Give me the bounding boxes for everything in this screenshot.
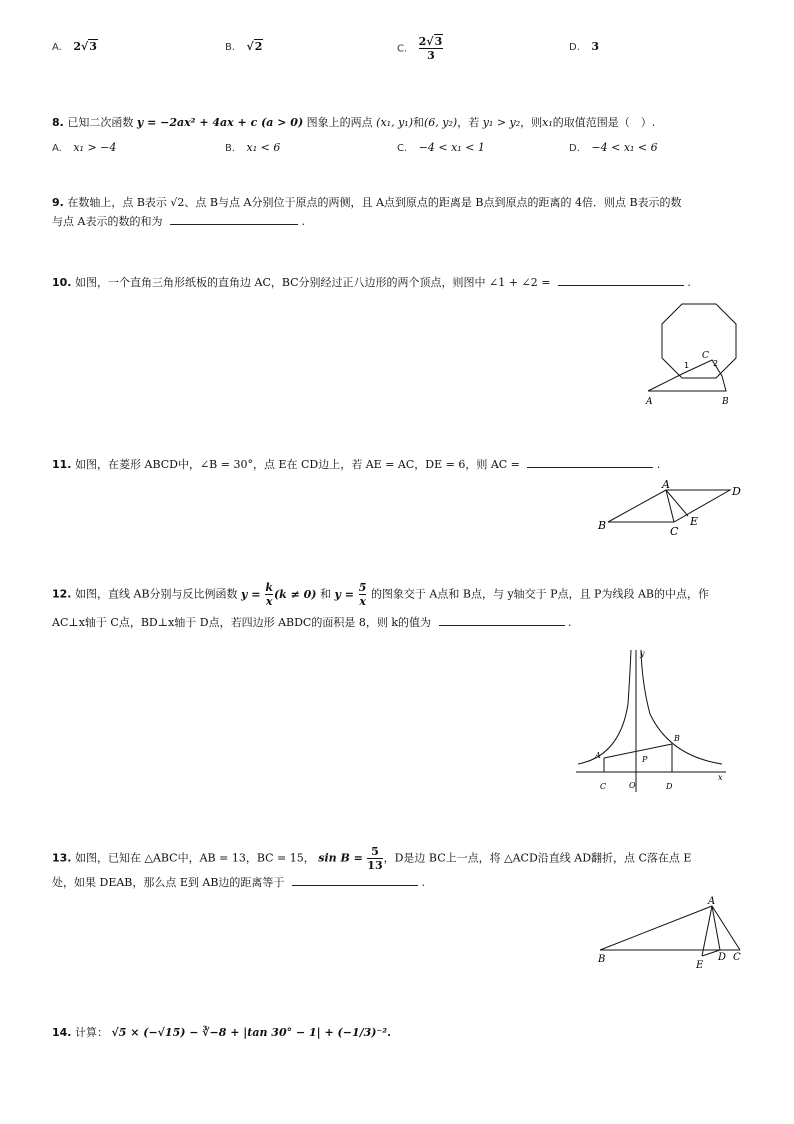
q9-line-2 xyxy=(52,213,305,229)
question-number: 10. xyxy=(52,276,72,289)
rhombus-abcd xyxy=(608,490,730,522)
label-d: D xyxy=(718,952,727,963)
stem-text: 的取值范围是（ ）. xyxy=(552,116,656,129)
option-value: −4 < x₁ < 6 xyxy=(591,141,658,154)
stem-text: 如图，在菱形 ABCD中，∠B = 30°，点 E在 CD边上，若 AE = AC，DE = 6，则 AC = xyxy=(75,458,520,471)
stem-text: 处，如果 DEAB，那么点 E到 AB边的距离等于 xyxy=(52,876,285,889)
question-number: 11. xyxy=(52,458,72,471)
label-c: C xyxy=(600,782,607,791)
line-ab xyxy=(604,744,672,758)
label-d: D xyxy=(732,485,741,498)
function-2: y = $\frac{5}{x}$ xyxy=(334,581,367,608)
label-o: O xyxy=(629,781,636,790)
stem-text: ，则 xyxy=(520,116,543,129)
period: . xyxy=(421,876,425,889)
period: . xyxy=(568,616,572,629)
q7-option-b[interactable] xyxy=(225,40,263,53)
question-number: 12. xyxy=(52,587,72,601)
q7-option-d[interactable] xyxy=(569,40,599,53)
stem-text: ，D是边 BC上一点，将 △ACD沿直线 AD翻折，点 C落在点 E xyxy=(383,851,692,865)
label-b: B xyxy=(598,954,606,965)
answer-blank[interactable] xyxy=(292,875,418,886)
option-fraction: $\frac{2√3}{3}$ xyxy=(418,35,443,62)
option-letter: C. xyxy=(397,143,408,154)
stem-text: 和 xyxy=(413,116,424,129)
option-value: x₁ < 6 xyxy=(246,141,281,154)
q8-option-a[interactable] xyxy=(52,141,116,154)
option-letter: D. xyxy=(569,143,580,154)
hyperbola-figure xyxy=(570,644,736,798)
q8-stem xyxy=(52,114,655,130)
stem-text: 如图，已知在 △ABC中，AB = 13，BC = 15， xyxy=(75,851,315,865)
q14-stem xyxy=(52,1024,391,1040)
stem-text: 与点 A表示的数的和为 xyxy=(52,215,163,228)
hyperbola-left-branch xyxy=(578,650,631,764)
segment-ab xyxy=(600,906,712,950)
label-d: D xyxy=(666,782,673,791)
option-letter: B. xyxy=(225,143,236,154)
angle-1-label: 1 xyxy=(684,361,690,370)
stem-text: 已知二次函数 xyxy=(67,116,134,129)
stem-text: 图象上的两点 xyxy=(306,116,373,129)
q7-option-a[interactable] xyxy=(52,40,98,53)
point-2: (6, y₂) xyxy=(424,116,458,129)
label-a: A xyxy=(708,896,716,907)
label-c: C xyxy=(733,952,741,963)
option-letter: A. xyxy=(52,143,62,154)
option-value: 3 xyxy=(591,40,600,53)
stem-text: 的图象交于 A点和 B点，与 y轴交于 P点，且 P为线段 AB的中点，作 xyxy=(370,587,709,601)
option-letter: C. xyxy=(397,43,408,55)
y-axis-label: y xyxy=(640,649,645,658)
answer-blank[interactable] xyxy=(558,275,684,286)
period: . xyxy=(301,215,305,228)
label-e: E xyxy=(690,515,699,528)
stem-text: 如图，直线 AB分别与反比例函数 xyxy=(75,587,238,601)
stem-text: 计算： xyxy=(75,1026,108,1039)
octagon-figure xyxy=(640,296,750,408)
question-number: 13. xyxy=(52,851,72,865)
condition: y₁ > y₂ xyxy=(482,116,521,129)
period: . xyxy=(687,276,691,289)
stem-text: 和 xyxy=(320,587,331,601)
stem-text: AC⊥x轴于 C点，BD⊥x轴于 D点，若四边形 ABDC的面积是 8，则 k的值为 xyxy=(52,616,432,629)
label-c: C xyxy=(702,351,709,361)
q7-option-c[interactable] xyxy=(397,36,444,61)
stem-text: 在数轴上，点 B表示 √2、点 B与点 A分别位于原点的两侧，且 A点到原点的距离是 B点到原点的距离的 4倍．则点 B表示的数 xyxy=(67,196,682,209)
option-value: −4 < x₁ < 1 xyxy=(418,141,485,154)
x-axis-label: x xyxy=(718,773,723,782)
label-a: A xyxy=(662,478,670,491)
option-value: √2 xyxy=(246,40,263,53)
stem-text: ，若 xyxy=(457,116,480,129)
answer-blank[interactable] xyxy=(439,615,565,626)
segment-ae xyxy=(702,906,712,956)
point-1: (x₁, y₁) xyxy=(376,116,413,129)
label-b: B xyxy=(598,519,607,532)
sine-fraction: $\frac{5}{13}$ xyxy=(367,845,383,872)
stem-text: 如图，一个直角三角形纸板的直角边 AC，BC分别经过正八边形的两个顶点，则图中 ∠1 + ∠2 = xyxy=(75,276,551,289)
function-1: y = $\frac{k}{x}$ (k ≠ 0) xyxy=(241,581,317,608)
answer-blank[interactable] xyxy=(170,214,298,225)
label-e: E xyxy=(696,960,704,971)
triangle-figure xyxy=(594,892,754,972)
q12-line-1 xyxy=(52,582,709,607)
label-a: A xyxy=(646,397,653,407)
q11-stem xyxy=(52,456,660,472)
option-value: 2√3 xyxy=(73,40,97,53)
q8-option-b[interactable] xyxy=(225,141,280,154)
option-letter: D. xyxy=(569,42,580,53)
sine-label: sin B = xyxy=(318,851,363,865)
q9-line-1 xyxy=(52,194,682,210)
period: . xyxy=(656,458,661,471)
label-c: C xyxy=(670,525,679,538)
label-p: P xyxy=(642,755,648,764)
label-a: A xyxy=(595,751,601,760)
function-formula: y = −2ax² + 4ax + c (a > 0) xyxy=(136,116,304,129)
angle-2-label: 2 xyxy=(713,359,719,368)
q10-stem xyxy=(52,274,691,290)
label-b: B xyxy=(722,397,729,407)
hyperbola-right-branch xyxy=(641,650,722,764)
option-letter: B. xyxy=(225,42,236,53)
q8-option-c[interactable] xyxy=(397,141,485,154)
q13-line-2 xyxy=(52,874,425,890)
q13-line-1 xyxy=(52,846,691,871)
question-number: 9. xyxy=(52,196,64,209)
expression: √5 × (−√15) − ∛−8 + |tan 30° − 1| + (−1/3)⁻². xyxy=(111,1026,391,1039)
option-value: x₁ > −4 xyxy=(73,141,117,154)
rhombus-figure xyxy=(594,476,754,538)
variable: x₁ xyxy=(542,116,553,129)
label-b: B xyxy=(674,734,680,743)
answer-blank[interactable] xyxy=(527,457,653,468)
regular-octagon xyxy=(662,304,736,378)
question-number: 8. xyxy=(52,116,64,129)
q8-option-d[interactable] xyxy=(569,141,658,154)
question-number: 14. xyxy=(52,1026,72,1039)
q12-line-2 xyxy=(52,614,572,630)
option-letter: A. xyxy=(52,42,62,53)
